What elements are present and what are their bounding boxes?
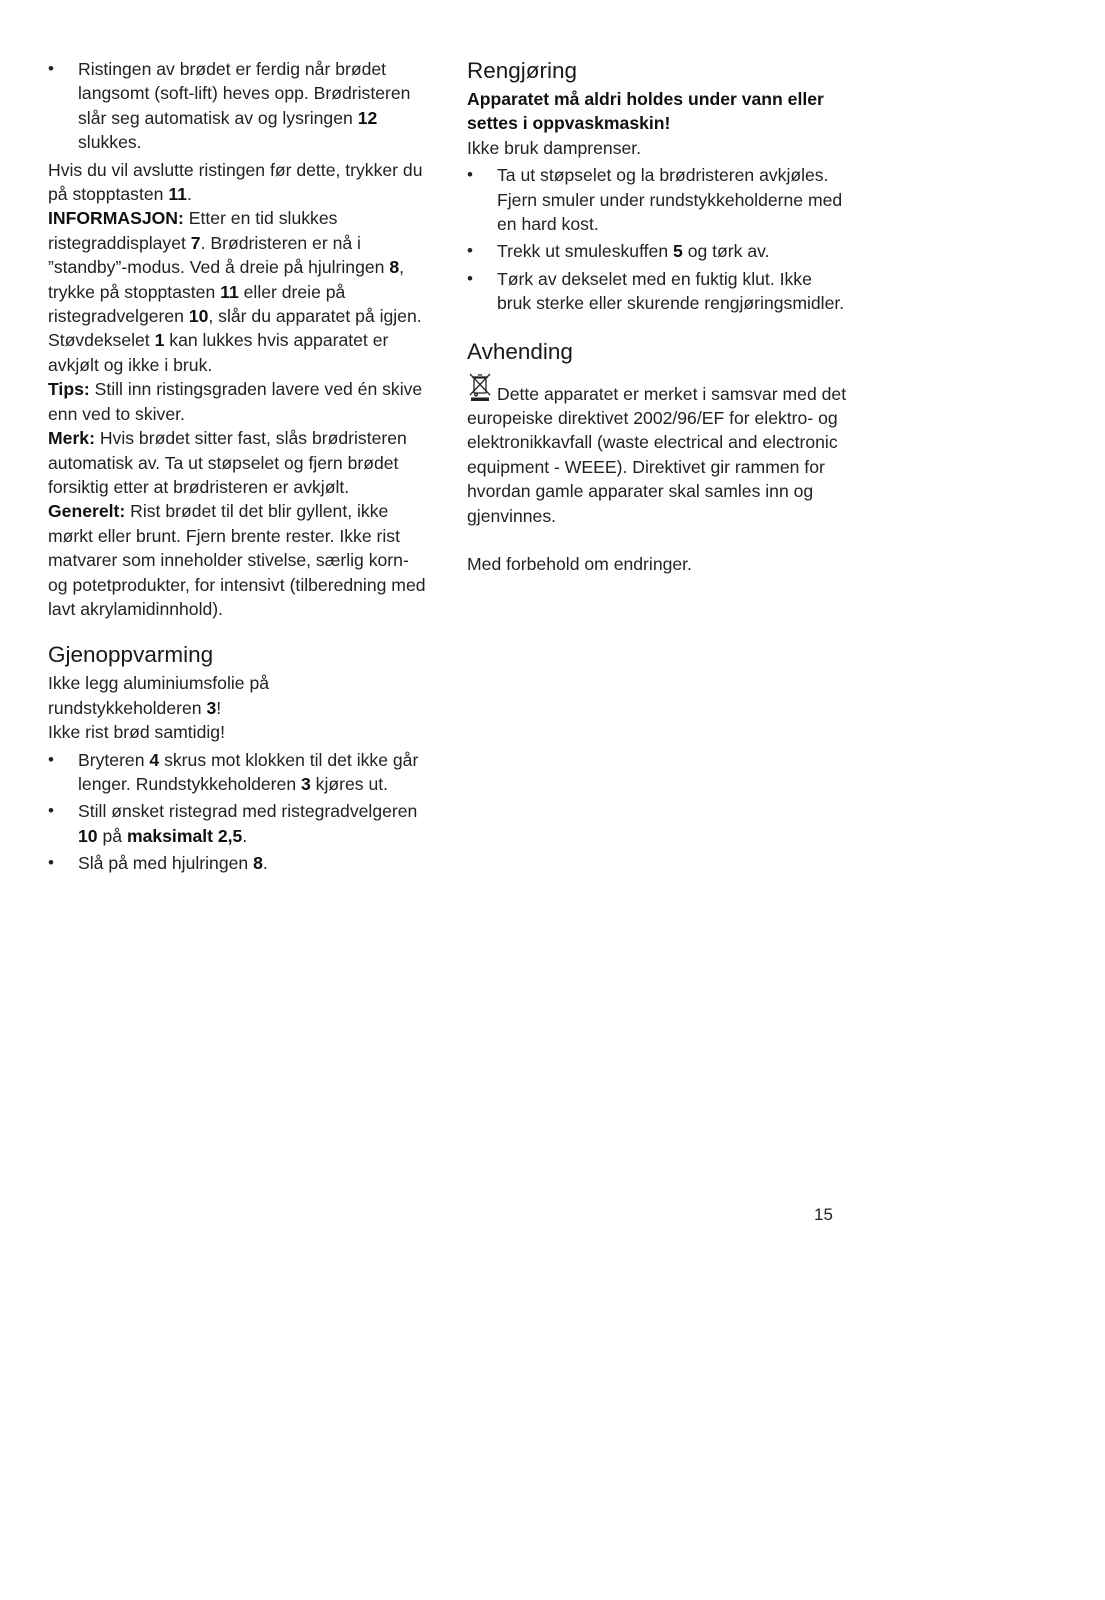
left-column — [48, 57, 426, 879]
bullet: • — [467, 165, 473, 185]
info-paragraph: INFORMASJON: Etter en tid slukkes ristegraddisplayet 7. Brødristeren er nå i ”standby”-modus. Ved å dreie på hjulringen 8, trykke på stopptasten 11 eller dreie på ristegradvelgeren 10, slår du apparatet på igjen. — [48, 208, 422, 327]
reheating-steps-list — [48, 748, 426, 876]
no-bread-paragraph: Ikke rist brød samtidig! — [48, 722, 225, 743]
dust-cover-paragraph: Støvdekselet 1 kan lukkes hvis apparatet er avkjølt og ikke i bruk. — [48, 330, 389, 375]
bullet: • — [467, 268, 473, 288]
list-item: • Bryteren 4 skrus mot klokken til det ikke går lenger. Rundstykkeholderen 3 kjøres ut. — [48, 749, 419, 794]
tips-paragraph: Tips: Still inn ristingsgraden lavere ved én skive enn ved to skiver. — [48, 379, 423, 424]
section-heading-cleaning: Rengjøring — [467, 58, 578, 83]
stop-paragraph: Hvis du vil avslutte ristingen før dette, trykker du på stopptasten 11. — [48, 159, 423, 205]
reservation-paragraph: Med forbehold om endringer. — [467, 554, 692, 575]
toast-finish-list — [48, 57, 426, 155]
section-heading-disposal: Avhending — [467, 338, 573, 364]
bullet: • — [48, 801, 54, 821]
warning-text: Apparatet må aldri holdes under vann eller settes i oppvaskmaskin! — [467, 89, 824, 134]
bullet: • — [48, 853, 54, 873]
list-item: • Tørk av dekselet med en fuktig klut. Ikke bruk sterke eller skurende rengjøringsmidler. — [467, 268, 845, 314]
foil-paragraph: Ikke legg aluminiumsfolie på rundstykkeholderen 3! — [48, 673, 270, 718]
section-heading-reheating: Gjenoppvarming — [48, 642, 214, 668]
bullet: • — [48, 59, 54, 78]
weee-paragraph: Dette apparatet er merket i samsvar med det europeiske direktivet 2002/96/EF for elektro- og elektronikkavfall (waste electrical and electronic equipment - WEEE). Direktivet gir rammen for hvordan gamle apparater skal samles inn og gjenvinnes. — [467, 372, 847, 528]
list-item: • Slå på med hjulringen 8. — [48, 851, 426, 875]
list-item: • Trekk ut smuleskuffen 5 og tørk av. — [467, 239, 847, 263]
bullet: • — [48, 749, 54, 769]
list-item: • Ta ut støpselet og la brødristeren avkjøles. Fjern smuler under rundstykkeholderne med en hard kost. — [467, 165, 843, 235]
list-item: • Still ønsket ristegrad med ristegradvelgeren 10 på maksimalt 2,5. — [48, 801, 418, 846]
list-item: • Ristingen av brødet er ferdig når brødet langsomt (soft-lift) heves opp. Brødristeren slår seg automatisk av og lysringen 12 slukkes. — [48, 59, 411, 153]
page-number: 15 — [814, 1205, 833, 1224]
steam-paragraph: Ikke bruk damprenser. — [467, 137, 642, 158]
general-paragraph: Generelt: Rist brødet til det blir gyllent, ikke mørkt eller brunt. Fjern brente rester. Ikke rist matvarer som inneholder stivelse, særlig korn- og potetprodukter, for intensivt (tilberedning med lavt akrylamidinnhold). — [48, 501, 426, 619]
weee-bin-icon — [467, 372, 493, 402]
cleaning-steps-list — [467, 163, 847, 315]
note-paragraph: Merk: Hvis brødet sitter fast, slås brødristeren automatisk av. Ta ut støpselet og fjern brødet forsiktig etter at brødristeren er avkjølt. — [48, 428, 407, 497]
bullet: • — [467, 241, 473, 261]
right-column — [467, 57, 847, 577]
